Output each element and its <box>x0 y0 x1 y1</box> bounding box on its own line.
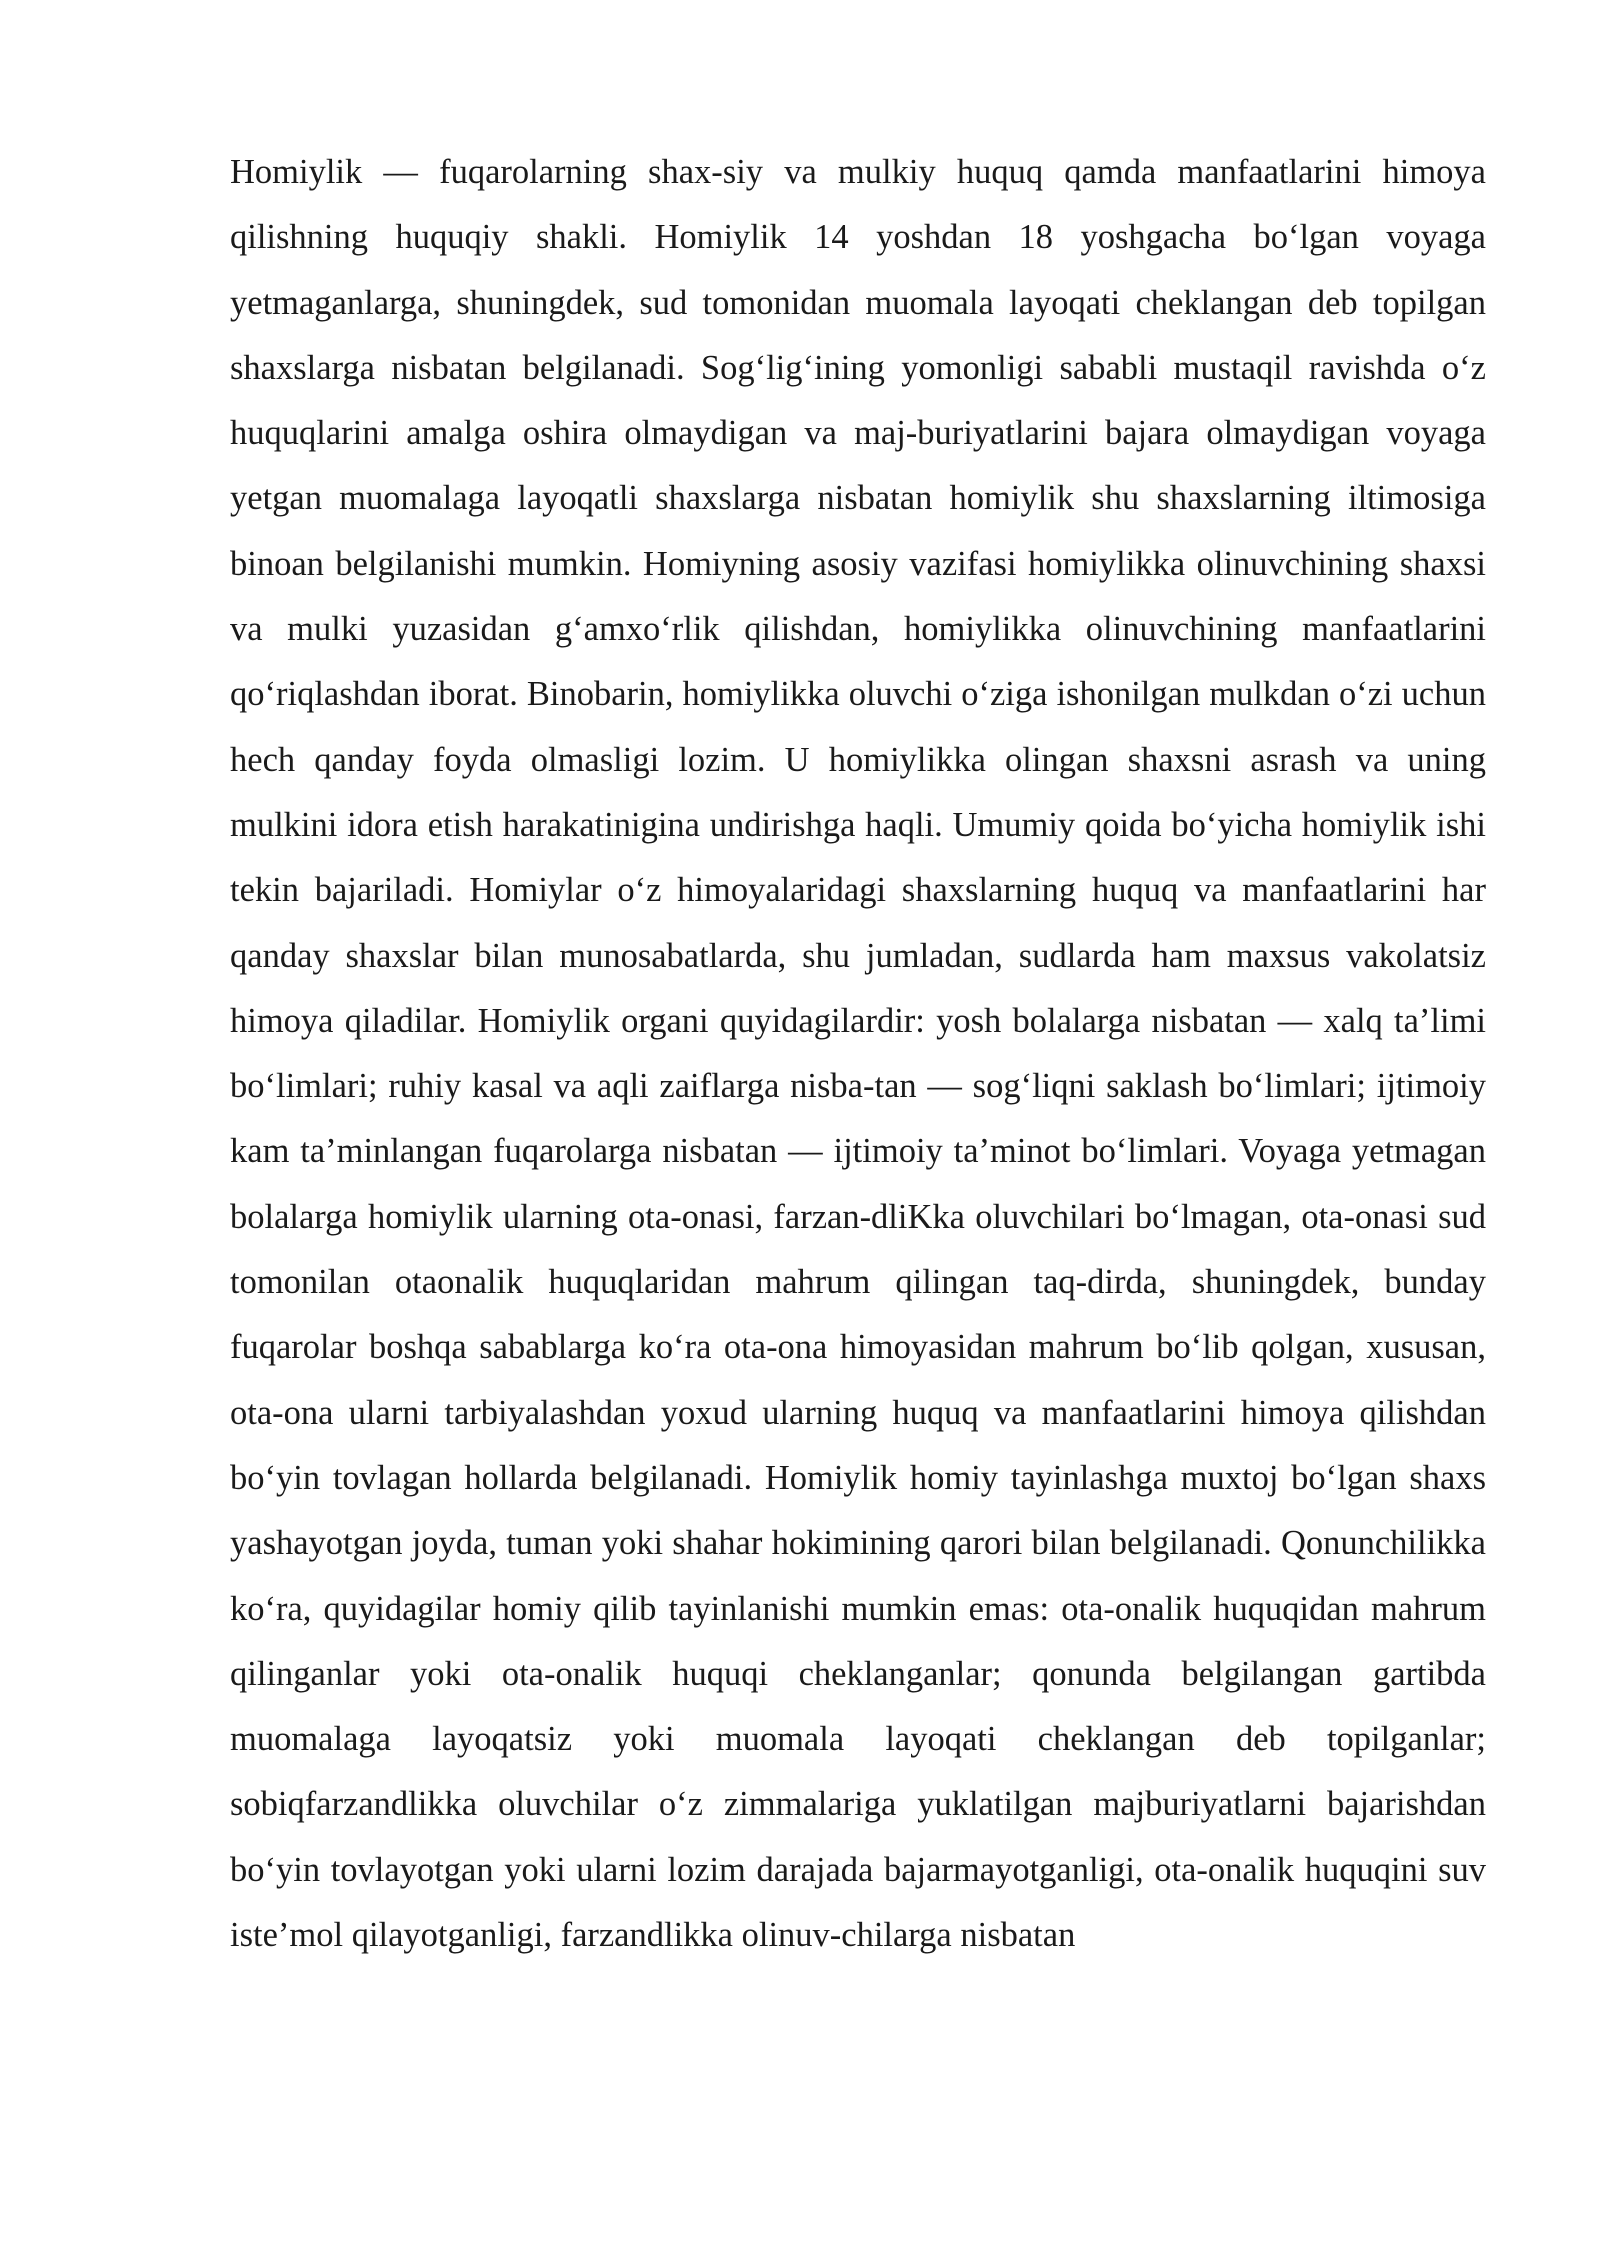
body-paragraph: Homiylik — fuqarolarning shax-siy va mulkiy huquq qamda manfaatlarini himoya qilishning huquqiy shakli. Homiylik 14 yoshdan 18 yoshgacha bo‘lgan voyaga yetmaganlarga, shuningdek, sud tomonidan muomala layoqati cheklangan deb topilgan shaxslarga nisbatan belgilanadi. Sog‘lig‘ining yomonligi sababli mustaqil ravishda o‘z huquqlarini amalga oshira olmaydigan va maj-buriyatlarini bajara olmaydigan voyaga yetgan muomalaga layoqatli shaxslarga nisbatan homiylik shu shaxslarning iltimosiga binoan belgilanishi mumkin. Homiyning asosiy vazifasi homiylikka olinuvchining shaxsi va mulki yuzasidan g‘amxo‘rlik qilishdan, homiylikka olinuvchining manfaatlarini qo‘riqlashdan iborat. Binobarin, homiylikka oluvchi o‘ziga ishonilgan mulkdan o‘zi uchun hech qanday foyda olmasligi lozim. U homiylikka olingan shaxsni asrash va uning mulkini idora etish harakatinigina undirishga haqli. Umumiy qoida bo‘yicha homiylik ishi tekin bajariladi. Homiylar o‘z himoyalaridagi shaxslarning huquq va manfaatlarini har qanday shaxslar bilan munosabatlarda, shu jumladan, sudlarda ham maxsus vakolatsiz himoya qiladilar. Homiylik organi quyidagilardir: yosh bolalarga nisbatan — xalq ta’limi bo‘limlari; ruhiy kasal va aqli zaiflarga nisba-tan — sog‘liqni saklash bo‘limlari; ijtimoiy kam ta’minlangan fuqarolarga nisbatan — ijtimoiy ta’minot bo‘limlari. Voyaga yetmagan bolalarga homiylik ularning ota-onasi, farzan-dliKka oluvchilari bo‘lmagan, ota-onasi sud tomonilan otaonalik huquqlaridan mahrum qilingan taq-dirda, shuningdek, bunday fuqarolar boshqa sabablarga ko‘ra ota-ona himoyasidan mahrum bo‘lib qolgan, xususan, ota-ona ularni tarbiyalashdan yoxud ularning huquq va manfaatlarini himoya qilishdan bo‘yin tovlagan hollarda belgilanadi. Homiylik homiy tayinlashga muxtoj bo‘lgan shaxs yashayotgan joyda, tuman yoki shahar hokimining qarori bilan belgilanadi. Qonunchilikka ko‘ra, quyidagilar homiy qilib tayinlanishi mumkin emas: ota-onalik huquqidan mahrum qilinganlar yoki ota-onalik huquqi cheklanganlar; qonunda belgilangan gartibda muomalaga layoqatsiz yoki muomala layoqati cheklangan deb topilganlar; sobiqfarzandlikka oluvchilar o‘z zimmalariga yuklatilgan majburiyatlarni bajarishdan bo‘yin tovlayotgan yoki ularni lozim darajada bajarmayotganligi, ota-onalik huquqini suv iste’mol qilayotganligi, farzandlikka olinuv-chilarga nisbatan <box>230 153 1486 1955</box>
document-page <box>230 140 1486 2180</box>
